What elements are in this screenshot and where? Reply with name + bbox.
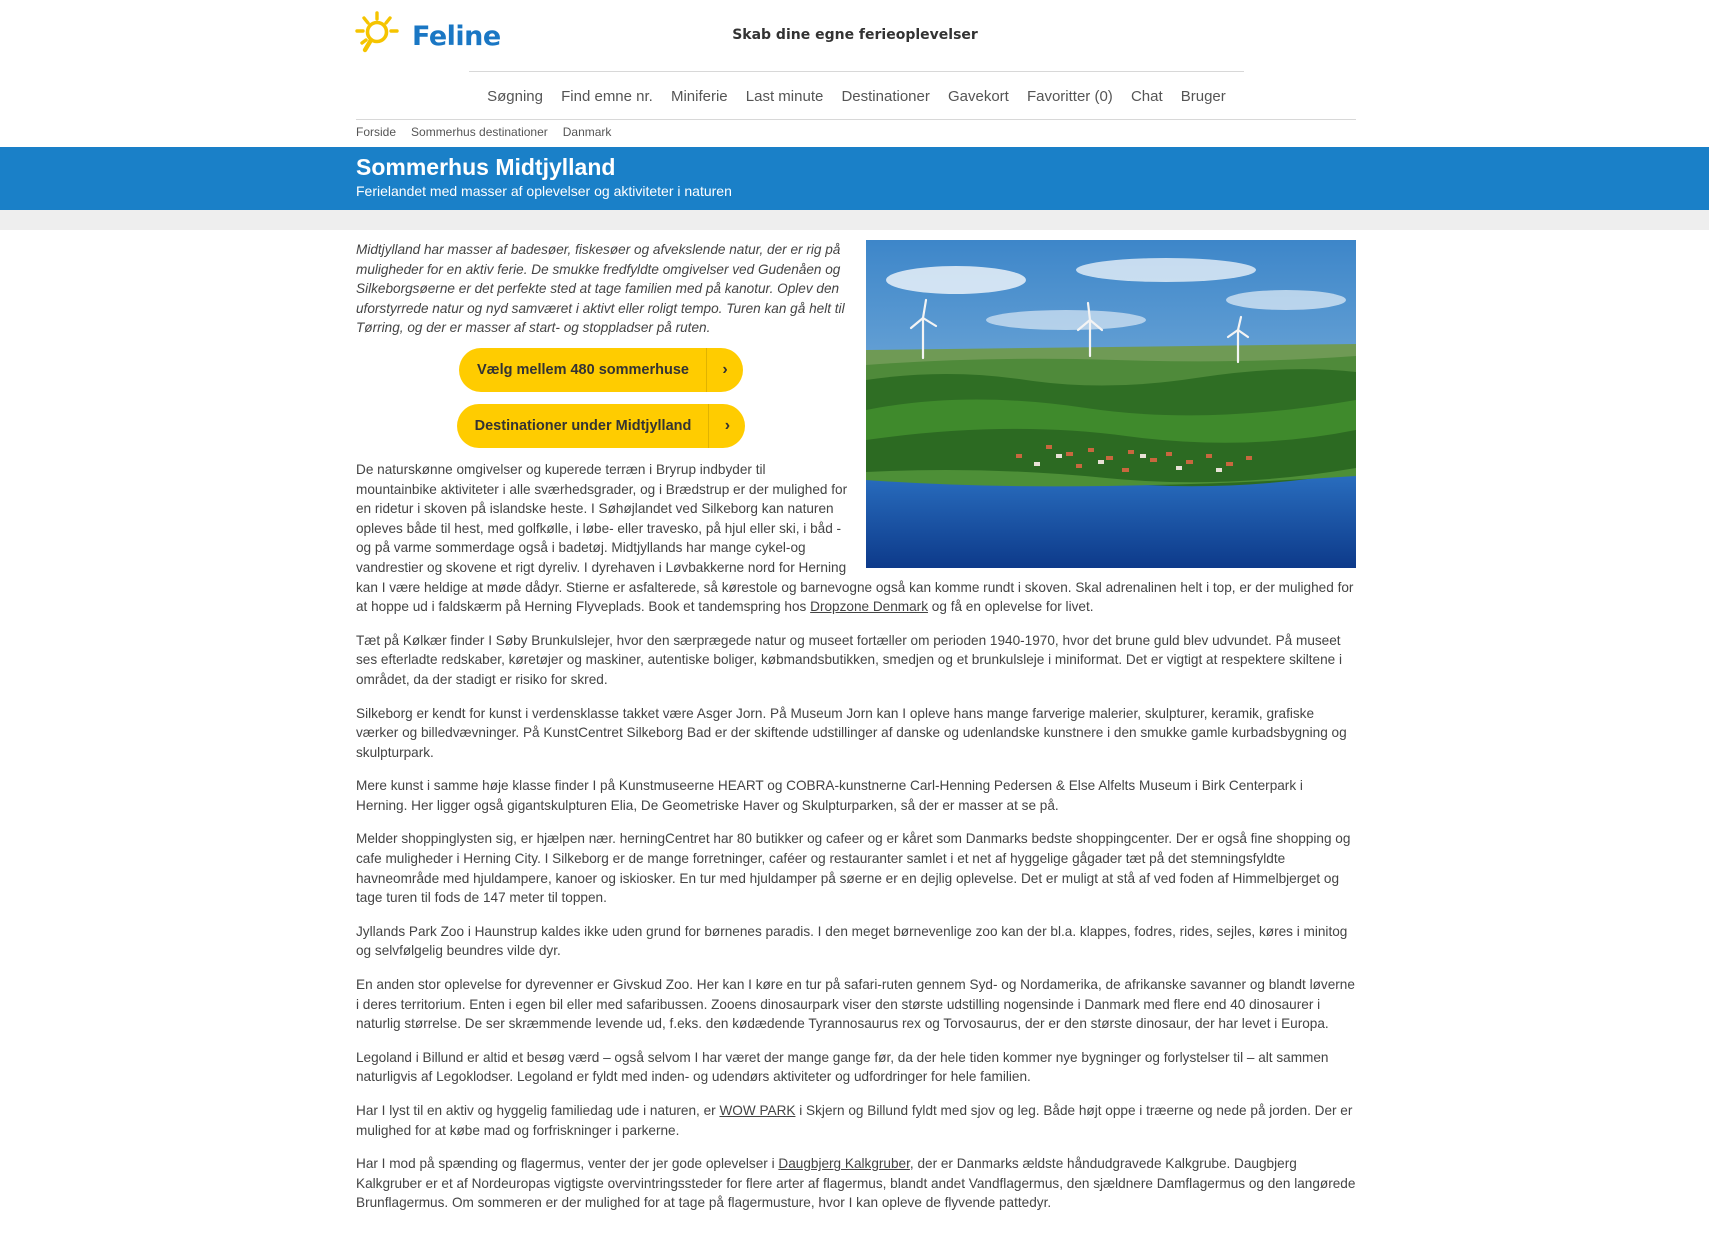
chevron-right-icon: › <box>708 404 745 448</box>
tagline: Skab dine egne ferieoplevelser <box>732 27 978 43</box>
paragraph-kalkgruber-text-b: , der er Danmarks ældste håndudgravede Kalkgrube. Daugbjerg Kalkgruber er et af Nordeuropas vigtigste overvintringssteder for flere arter af flagermus, blandt andet Vandflagermus, den sjældnere Damflagermus og den langørede Brunflagermus. Om sommeren er der mulighed for at tage på flagermusture, hvor I kan opleve de flyvende pattedyr. <box>356 1156 1356 1211</box>
breadcrumb-danmark[interactable]: Danmark <box>562 125 612 139</box>
paragraph-wow-park-text-b: i Skjern og Billund fyldt med sjov og leg. Både højt oppe i træerne og nede på jorden. Der er mulighed for at købe mad og forfriskninger i parkerne. <box>356 1103 1353 1138</box>
destinations-label: Destinationer under Midtjylland <box>474 417 692 434</box>
nav-item-find-emne[interactable]: Find emne nr. <box>561 87 653 105</box>
sun-magnifier-icon <box>354 10 406 62</box>
brand-name: Feline <box>412 20 501 52</box>
nav-item-miniferie[interactable]: Miniferie <box>670 87 728 105</box>
choose-houses-button[interactable] <box>459 348 743 392</box>
nav-item-chat[interactable]: Chat <box>1130 87 1163 105</box>
paragraph-wow-park <box>356 1101 1356 1140</box>
breadcrumb <box>356 125 626 139</box>
hero-banner <box>0 147 1709 210</box>
button-row-destinations <box>356 404 846 448</box>
paragraph-legoland: Legoland i Billund er altid et besøg værd – også selvom I har været der mange gange før, da der hele tiden kommer nye bygninger og forlystelser til – alt sammen naturligvis af Legoklodser. Legoland er fyldt med inden- og udendørs aktiviteter og udfordringer for hele familien. <box>356 1049 1329 1085</box>
paragraph-kalkgruber-text-a: Har I mod på spænding og flagermus, venter der jer gode oplevelser i <box>356 1156 779 1172</box>
paragraph-givskud-zoo: En anden stor oplevelse for dyrevenner er Givskud Zoo. Her kan I køre en tur på safari-ruten gennem Syd- og Nordamerika, de afrikanske savanner og blandt løverne i deres territorium. Enten i egen bil eller med safaribussen. Zooens dinosaurpark viser den største udstilling nogensinde i Danmark med flere end 40 dinosaurer i naturlig størrelse. De ser skræmmende levende ud, f.eks. den kødædende Tyrannosaurus rex og Torvosaurus, der er den største dinosaur, der har levet i Europa. <box>356 977 1355 1032</box>
paragraph-kalkgruber <box>356 1154 1356 1213</box>
intro-text: Midtjylland har masser af badesøer, fiskesøer og afvekslende natur, der er rig på muligheder for en aktiv ferie. De smukke fredfyldte omgivelser ved Gudenåen og Silkeborgsøerne er det perfekte sted at tage familien med på kanotur. Oplev den uforstyrrede natur og nyd samværet i aktivt eller roligt tempo. Turen kan gå helt til Tørring, og der er masser af start- og stoppladser på ruten. <box>356 242 845 336</box>
wow-park-link[interactable]: WOW PARK <box>719 1103 796 1118</box>
main-nav <box>469 84 1244 108</box>
paragraph-wow-park-text-a: Har I lyst til en aktiv og hyggelig familiedag ude i naturen, er <box>356 1103 720 1118</box>
page-title: Sommerhus Midtjylland <box>356 154 616 180</box>
paragraph-herning-art: Mere kunst i samme høje klasse finder I på Kunstmuseerne HEART og COBRA-kunstnerne Carl-Henning Pedersen & Else Alfelts Museum i Birk Centerpark i Herning. Her ligger også gigantskulpturen Elia, De Geometriske Haver og Skulpturparken, så der er masser at se på. <box>356 778 1303 813</box>
destinations-button[interactable] <box>457 404 746 448</box>
paragraph-brunkul: Tæt på Kølkær finder I Søby Brunkulslejer, hvor den særprægede natur og museet fortæller om perioden 1940-1970, hvor det brune guld blev udvundet. På museet ses efterladte redskaber, køretøjer og maskiner, autentiske boliger, købmandsbutikken, smedjen og et brunkulsleje i miniformat. Det er vigtigt at respektere skiltene i området, da der stadigt er risiko for skred. <box>356 632 1343 687</box>
nav-item-soegning[interactable]: Søgning <box>487 87 543 105</box>
nav-item-gavekort[interactable]: Gavekort <box>947 87 1009 105</box>
grey-band <box>0 210 1709 230</box>
nav-item-bruger[interactable]: Bruger <box>1180 87 1226 105</box>
dropzone-denmark-link[interactable]: Dropzone Denmark <box>810 599 929 615</box>
paragraph-activities-text-a: De naturskønne omgivelser og kuperede terræn i Bryrup indbyder til mountainbike aktiviteter i alle sværhedsgrader, og i Brædstrup er der mulighed for en ridetur i skoven på islandske heste. I Søhøjlandet ved Silkeborg kan naturen opleves både til hest, med golfkølle, i løbe- eller travesko, på hjul eller ski, i båd - og på varme sommerdage også i badetøj. Midtjyllands har mange cykel-og vandrestier og skovene et rigt dyreliv. I dyrehaven i Løvbakkerne nord for Herning kan I være heldige at møde dådyr. Stierne er asfalterede, så kørestole og barnevogne også kan komme rundt i skoven. Skal adrenalinen helt i top, er der mulighed for at hoppe ud i faldskærm på Herning Flyveplads. Book et tandemspring hos <box>356 461 1354 615</box>
button-row-houses <box>356 348 846 392</box>
daugbjerg-kalkgruber-link[interactable]: Daugbjerg Kalkgruber <box>778 1156 910 1172</box>
breadcrumb-forside[interactable]: Forside <box>356 125 397 139</box>
logo[interactable] <box>354 8 501 64</box>
landscape-photo <box>866 240 1356 568</box>
choose-houses-label: Vælg mellem 480 sommerhuse <box>477 361 689 378</box>
chevron-right-icon: › <box>706 348 743 392</box>
nav-item-last-minute[interactable]: Last minute <box>745 87 824 105</box>
nav-item-destinationer[interactable]: Destinationer <box>841 87 930 105</box>
paragraph-activities-text-b: og få en oplevelse for livet. <box>928 599 1094 615</box>
article <box>356 240 1356 1227</box>
nav-divider-top <box>469 71 1244 72</box>
nav-item-favoritter[interactable]: Favoritter (0) <box>1026 87 1113 105</box>
paragraph-silkeborg-art: Silkeborg er kendt for kunst i verdensklasse takket være Asger Jorn. På Museum Jorn kan I opleve hans mange farverige malerier, skulpturer, keramik, grafiske værker og billedvævninger. På KunstCentret Silkeborg Bad er der skiftende udstillinger af danske og udenlandske kunstnere i den smukke gamle kurbadsbygning og skulpturpark. <box>356 705 1347 760</box>
paragraph-shopping: Melder shoppinglysten sig, er hjælpen nær. herningCentret har 80 butikker og cafeer og er kåret som Danmarks bedste shoppingcenter. Der er også fine shopping og cafe muligheder i Herning City. I Silkeborg er de mange forretninger, caféer og restauranter samlet i et net af hyggelige gågader tæt på det stemningsfyldte havneområde med hjuldampere, kanoer og iskiosker. En tur med hjuldamper på søerne er en dejlig oplevelse. Det er muligt at stå af ved foden af Himmelbjerget og tage turen til fods de 147 meter til toppen. <box>356 831 1351 906</box>
breadcrumb-sommerhus-destinationer[interactable]: Sommerhus destinationer <box>411 125 548 139</box>
page-subtitle: Ferielandet med masser af oplevelser og aktiviteter i naturen <box>356 183 732 199</box>
paragraph-jyllands-park-zoo: Jyllands Park Zoo i Haunstrup kaldes ikke uden grund for børnenes paradis. I den meget børnevenlige zoo kan der bl.a. klappes, fodres, rides, sejles, køres i minitog og selvfølgelig beundres vilde dyr. <box>356 923 1348 959</box>
nav-divider-bottom <box>356 119 1356 120</box>
